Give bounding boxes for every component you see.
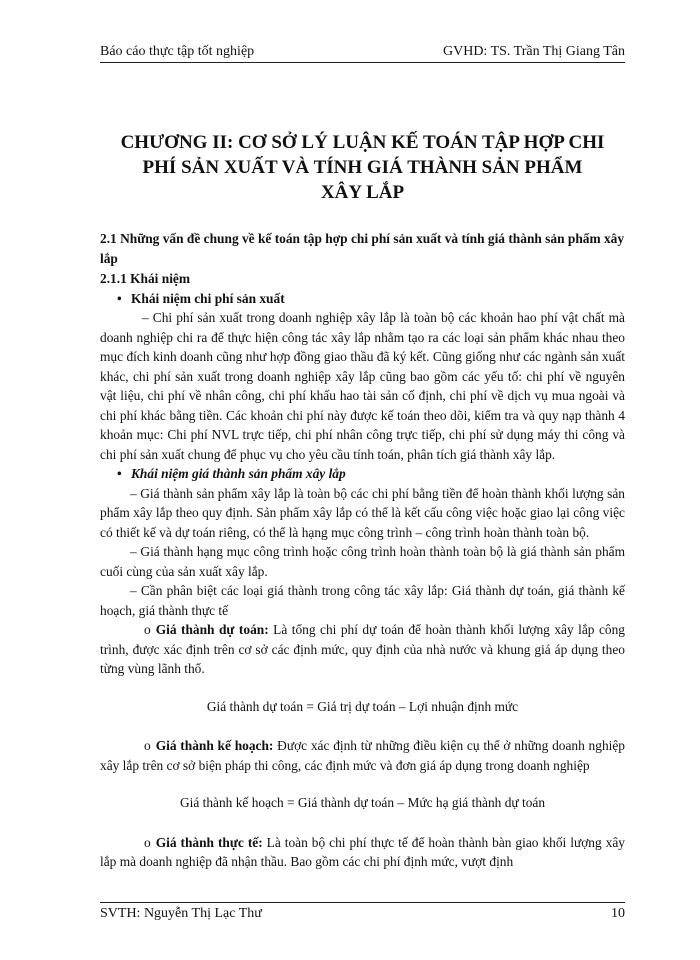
- circle-bullet-icon: o: [144, 622, 151, 637]
- formula-estimated-cost: Giá thành dự toán = Giá trị dự toán – Lợi nhuận định mức: [206, 698, 519, 714]
- page-header: [100, 38, 625, 63]
- page-body: [100, 229, 625, 872]
- chapter-title: [100, 130, 625, 205]
- definition-planned-cost: Được xác định từ những điều kiện cụ thể ở những doanh nghiệp xây lắp trên cơ sở biện pháp thi công, các định mức và đơn giá áp dụng trong doanh nghiệp: [100, 738, 625, 773]
- circle-bullet-icon: o: [144, 834, 151, 850]
- term-estimated-cost: Giá thành dự toán:: [155, 622, 269, 637]
- chapter-title-line-3: XÂY LẮP: [320, 182, 405, 203]
- sub-item-actual-cost: [100, 833, 625, 872]
- paragraph-product-cost: – Giá thành sản phẩm xây lắp là toàn bộ các chi phí bằng tiền để hoàn thành khối lượng sản phẩm xây lắp theo quy định. Sản phẩm xây lắp có thể là kết cấu công việc hoặc giao lại công việc có thiết kế và dự toán riêng, có thể là hạng mục công trình – công trình hoàn thành toàn bộ.: [100, 485, 625, 540]
- bullet-label: Khái niệm chi phí sản xuất: [131, 290, 285, 306]
- definition-estimated-cost: Là tổng chi phí dự toán để hoàn thành khối lượng xây lắp công trình, được xác định trên cơ sở các định mức, quy định của nhà nước và khung giá áp dụng theo từng vùng lãnh thổ.: [100, 622, 625, 676]
- paragraph-cost-types: – Cần phân biệt các loại giá thành trong công tác xây lắp: Giá thành dự toán, giá thành kế hoạch, giá thành thực tế: [100, 583, 625, 618]
- paragraph-production-cost: – Chi phí sản xuất trong doanh nghiệp xây lắp là toàn bộ các khoản hao phí vật chất mà doanh nghiệp chi ra để thực hiện công tác xây lắp nhằm tạo ra các loại sản phẩm khác nhau theo mục đích kinh doanh cũng như hợp đồng giao thầu đã ký kết. Cũng giống như các ngành sản xuất khác, chi phí sản xuất trong doanh nghiệp xây lắp cũng bao gồm các yếu tố: chi phí về nguyên vật liệu, chi phí về nhân công, chi phí khấu hao tài sản cố định, chi phí về dịch vụ mua ngoài và chi phí khác bằng tiền. Các khoản chi phí này được kế toán theo dõi, kiểm tra và quy nạp thành 4 khoản mục: Chi phí NVL trực tiếp, chi phí nhân công trực tiếp, chi phí sử dụng máy thi công và chi phí sản xuất chung để phục vụ cho yêu cầu tính toán, phân tích giá thành xây lắp.: [100, 310, 625, 462]
- header-report-title: Báo cáo thực tập tốt nghiệp: [100, 44, 255, 59]
- definition-actual-cost: Là toàn bộ chi phí thực tế để hoàn thành bàn giao khối lượng xây lắp mà doanh nghiệp đã nhận thầu. Bao gồm các chi phí định mức, vượt định: [100, 834, 625, 869]
- paragraph-final-product-cost: – Giá thành hạng mục công trình hoặc công trình hoàn thành toàn bộ là giá thành sản phẩm cuối cùng của sản xuất xây lắp.: [100, 544, 625, 579]
- bullet-label: Khái niệm giá thành sản phẩm xây lắp: [131, 466, 346, 481]
- sub-item-estimated-cost: [100, 620, 625, 679]
- term-planned-cost: Giá thành kế hoạch:: [155, 738, 274, 753]
- bullet-production-cost-concept: [100, 289, 625, 309]
- bullet-dot-icon: •: [117, 290, 122, 306]
- formula-planned-cost: Giá thành kế hoạch = Giá thành dự toán – Mức hạ giá thành dự toán: [179, 795, 546, 810]
- header-advisor: GVHD: TS. Trần Thị Giang Tân: [442, 44, 625, 59]
- sub-item-planned-cost: [100, 736, 625, 775]
- chapter-title-line-1: CHƯƠNG II: CƠ SỞ LÝ LUẬN KẾ TOÁN TẬP HỢP CHI: [120, 132, 605, 153]
- circle-bullet-icon: o: [144, 738, 151, 753]
- footer-student: SVTH: Nguyễn Thị Lạc Thư: [100, 906, 262, 921]
- section-heading-2-1: 2.1 Những vấn đề chung về kế toán tập hợp chi phí sản xuất và tính giá thành sản phẩm xây lắp: [100, 231, 625, 266]
- section-heading-2-1-1: 2.1.1 Khái niệm: [100, 271, 191, 286]
- bullet-product-cost-concept: [100, 464, 625, 484]
- term-actual-cost: Giá thành thực tế:: [155, 834, 263, 850]
- page-number: 10: [611, 906, 625, 921]
- page-footer: [100, 902, 625, 928]
- bullet-dot-icon: •: [117, 466, 122, 481]
- chapter-title-line-2: PHÍ SẢN XUẤT VÀ TÍNH GIÁ THÀNH SẢN PHẨM: [142, 157, 583, 178]
